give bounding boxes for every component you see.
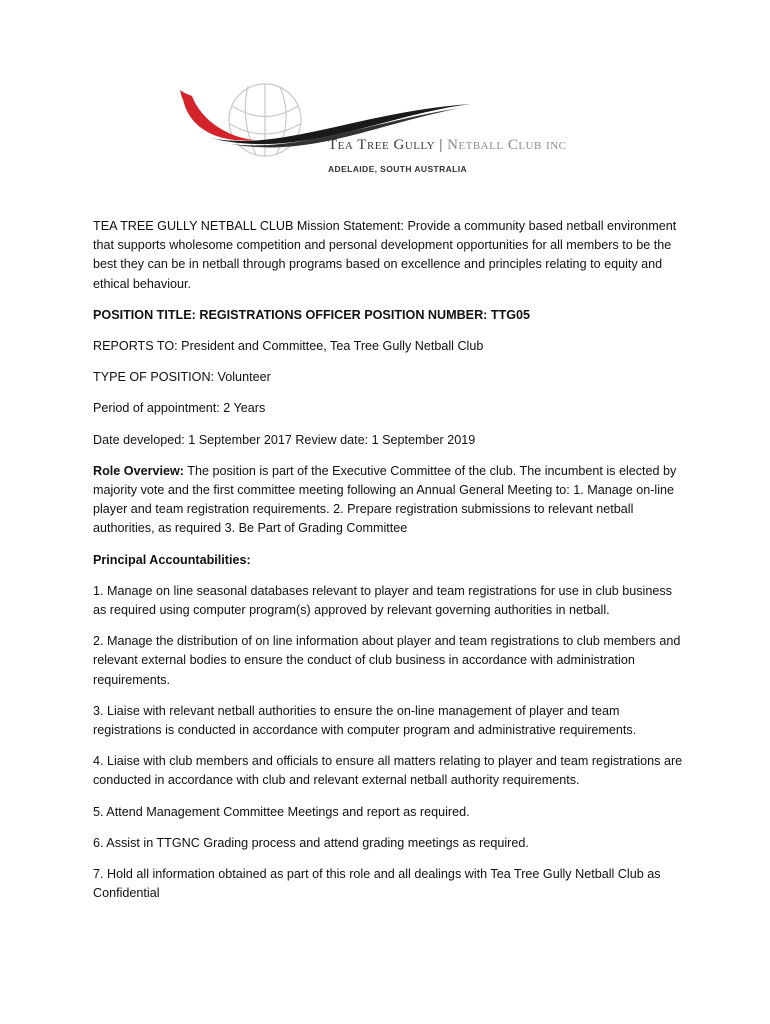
club-name-part2: Netball Club inc xyxy=(447,137,567,153)
club-name xyxy=(328,137,567,154)
accountability-item: 2. Manage the distribution of on line information about player and team registrations to club members and relevant external bodies to ensure the conduct of club business in accordance with administration requirements. xyxy=(93,634,681,687)
club-name-part1: Tea Tree Gully xyxy=(328,137,436,153)
club-name-separator: | xyxy=(439,137,443,153)
period-of-appointment: Period of appointment: 2 Years xyxy=(93,401,266,416)
accountability-item: 1. Manage on line seasonal databases relevant to player and team registrations for use in club business as required using computer program(s) approved by relevant governing authorities in netball. xyxy=(93,583,672,618)
accountability-item: 5. Attend Management Committee Meetings and report as required. xyxy=(93,804,470,819)
document-body xyxy=(93,217,683,915)
accountability-item: 6. Assist in TTGNC Grading process and attend grading meetings as required. xyxy=(93,835,529,850)
accountability-item: 7. Hold all information obtained as part of this role and all dealings with Tea Tree Gully Netball Club as Confidential xyxy=(93,867,661,901)
club-logo xyxy=(170,82,590,192)
mission-statement: TEA TREE GULLY NETBALL CLUB Mission Statement: Provide a community based netball environment that supports wholesome competition and personal development opportunities for all members to be the best they can be in netball through programs based on excellence and principles relating to equity and ethical behaviour. xyxy=(93,219,677,291)
accountability-item: 4. Liaise with club members and officials to ensure all matters relating to player and team registrations are conducted in accordance with club and relevant external netball authority requirements. xyxy=(93,754,683,788)
role-overview-text: The position is part of the Executive Committee of the club. The incumbent is elected by majority vote and the first committee meeting following an Annual General Meeting to: 1. Manage on-line player and team registration requirements. 2. Prepare registration submissions to relevant netball authorities, as required 3. Be Part of Grading Committee xyxy=(93,463,677,536)
reports-to: REPORTS TO: President and Committee, Tea Tree Gully Netball Club xyxy=(93,339,484,354)
role-overview-label: Role Overview: xyxy=(93,463,184,478)
accountabilities-heading: Principal Accountabilities: xyxy=(93,552,251,567)
club-location: ADELAIDE, SOUTH AUSTRALIA xyxy=(328,164,468,174)
position-title: POSITION TITLE: REGISTRATIONS OFFICER POSITION NUMBER: TTG05 xyxy=(93,307,531,322)
type-of-position: TYPE OF POSITION: Volunteer xyxy=(93,370,271,385)
dates-line: Date developed: 1 September 2017 Review date: 1 September 2019 xyxy=(93,432,476,447)
role-overview xyxy=(93,462,683,539)
accountability-item: 3. Liaise with relevant netball authorities to ensure the on-line management of player and team registrations is conducted in accordance with computer program and administrative requirements. xyxy=(93,703,637,738)
